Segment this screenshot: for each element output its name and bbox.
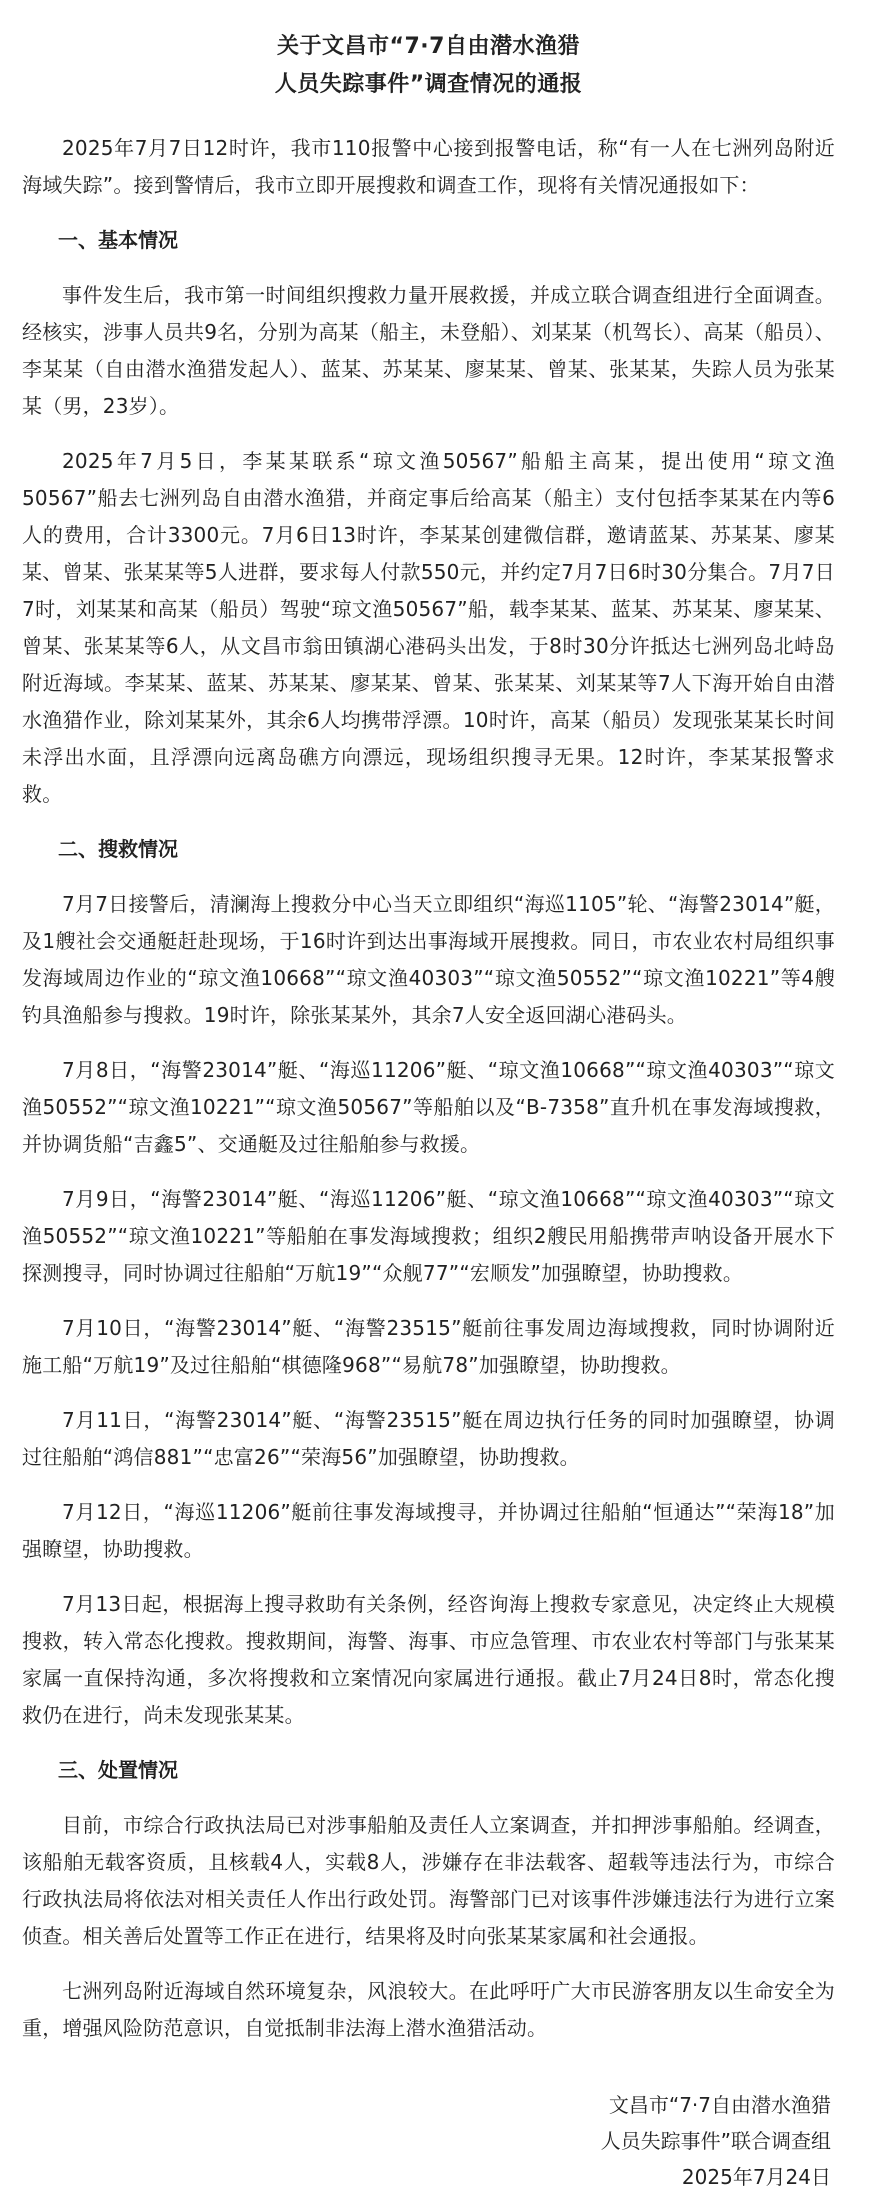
body-paragraph: 7月8日，“海警23014”艇、“海巡11206”艇、“琼文渔10668”“琼文渔40303”“琼文渔50552”“琼文渔10221”“琼文渔50567”等船舶以及“B-7358”直升机在事发海域搜救，并协调货船“吉鑫5”、交通艇及过往船舶参与救援。 bbox=[22, 1058, 835, 1156]
body-paragraph: 7月9日，“海警23014”艇、“海巡11206”艇、“琼文渔10668”“琼文渔40303”“琼文渔50552”“琼文渔10221”等船舶在事发海域搜救；组织2艘民用船携带声呐设备开展水下探测搜寻，同时协调过往船舶“万航19”“众舰77”“宏顺发”加强瞭望，协助搜救。 bbox=[22, 1187, 835, 1285]
signature-date: 2025年7月24日 bbox=[681, 2165, 831, 2189]
body-paragraph: 7月11日，“海警23014”艇、“海警23515”艇在周边执行任务的同时加强瞭望，协调过往船舶“鸿信881”“忠富26”“荣海56”加强瞭望，协助搜救。 bbox=[22, 1408, 835, 1469]
body-paragraph: 7月13日起，根据海上搜寻救助有关条例，经咨询海上搜救专家意见，决定终止大规模搜救，转入常态化搜救。搜救期间，海警、海事、市应急管理、市农业农村等部门与张某某家属一直保持沟通，多次将搜救和立案情况向家属进行通报。截止7月24日8时，常态化搜救仍在进行，尚未发现张某某。 bbox=[22, 1592, 835, 1727]
section-heading: 三、处置情况 bbox=[58, 1758, 178, 1782]
section-rescue bbox=[22, 831, 835, 1734]
signature-block bbox=[22, 2087, 835, 2195]
body-paragraph: 7月10日，“海警23014”艇、“海警23515”艇前往事发周边海域搜救，同时协调附近施工船“万航19”及过往船舶“棋德隆968”“易航78”加强瞭望，协助搜救。 bbox=[22, 1316, 835, 1377]
document-title bbox=[22, 28, 835, 104]
section-heading: 一、基本情况 bbox=[58, 228, 178, 252]
signature-line-2: 人员失踪事件”联合调查组 bbox=[600, 2129, 831, 2153]
title-line-2: 人员失踪事件”调查情况的通报 bbox=[274, 72, 583, 97]
body-paragraph: 2025年7月5日，李某某联系“琼文渔50567”船船主高某，提出使用“琼文渔50567”船去七洲列岛自由潜水渔猎，并商定事后给高某（船主）支付包括李某某在内等6人的费用，合计3300元。7月6日13时许，李某某创建微信群，邀请蓝某、苏某某、廖某某、曾某、张某某等5人进群，要求每人付款550元，并约定7月7日6时30分集合。7月7日7时，刘某某和高某（船员）驾驶“琼文渔50567”船，载李某某、蓝某、苏某某、廖某某、曾某、张某某等6人，从文昌市翁田镇湖心港码头出发，于8时30分许抵达七洲列岛北峙岛附近海域。李某某、蓝某、苏某某、廖某某、曾某、张某某、刘某某等7人下海开始自由潜水渔猎作业，除刘某某外，其余6人均携带浮漂。10时许，高某（船员）发现张某某长时间未浮出水面，且浮漂向远离岛礁方向漂远，现场组织搜寻无果。12时许，李某某报警求救。 bbox=[22, 449, 835, 806]
section-basic-info bbox=[22, 222, 835, 813]
body-paragraph: 七洲列岛附近海域自然环境复杂，风浪较大。在此呼吁广大市民游客朋友以生命安全为重，增强风险防范意识，自觉抵制非法海上潜水渔猎活动。 bbox=[22, 1979, 835, 2040]
signature-line-1: 文昌市“7·7自由潜水渔猎 bbox=[608, 2093, 831, 2117]
title-line-1: 关于文昌市“7·7自由潜水渔猎 bbox=[277, 34, 580, 59]
section-handling bbox=[22, 1752, 835, 2047]
body-paragraph: 7月12日，“海巡11206”艇前往事发海域搜寻，并协调过往船舶“恒通达”“荣海18”加强瞭望，协助搜救。 bbox=[22, 1500, 835, 1561]
body-paragraph: 事件发生后，我市第一时间组织搜救力量开展救援，并成立联合调查组进行全面调查。经核实，涉事人员共9名，分别为高某（船主，未登船）、刘某某（机驾长）、高某（船员）、李某某（自由潜水渔猎发起人）、蓝某、苏某某、廖某某、曾某、张某某，失踪人员为张某某（男，23岁）。 bbox=[22, 283, 835, 418]
body-paragraph: 7月7日接警后，清澜海上搜救分中心当天立即组织“海巡1105”轮、“海警23014”艇，及1艘社会交通艇赶赴现场，于16时许到达出事海域开展搜救。同日，市农业农村局组织事发海域周边作业的“琼文渔10668”“琼文渔40303”“琼文渔50552”“琼文渔10221”等4艘钓具渔船参与搜救。19时许，除张某某外，其余7人安全返回湖心港码头。 bbox=[22, 892, 835, 1027]
section-heading: 二、搜救情况 bbox=[58, 837, 178, 861]
body-paragraph: 目前，市综合行政执法局已对涉事船舶及责任人立案调查，并扣押涉事船舶。经调查，该船舶无载客资质，且核载4人，实载8人，涉嫌存在非法载客、超载等违法行为，市综合行政执法局将依法对相关责任人作出行政处罚。海警部门已对该事件涉嫌违法行为进行立案侦查。相关善后处置等工作正在进行，结果将及时向张某某家属和社会通报。 bbox=[22, 1813, 835, 1948]
intro-paragraph: 2025年7月7日12时许，我市110报警中心接到报警电话，称“有一人在七洲列岛附近海域失踪”。接到警情后，我市立即开展搜救和调查工作，现将有关情况通报如下： bbox=[22, 136, 835, 197]
